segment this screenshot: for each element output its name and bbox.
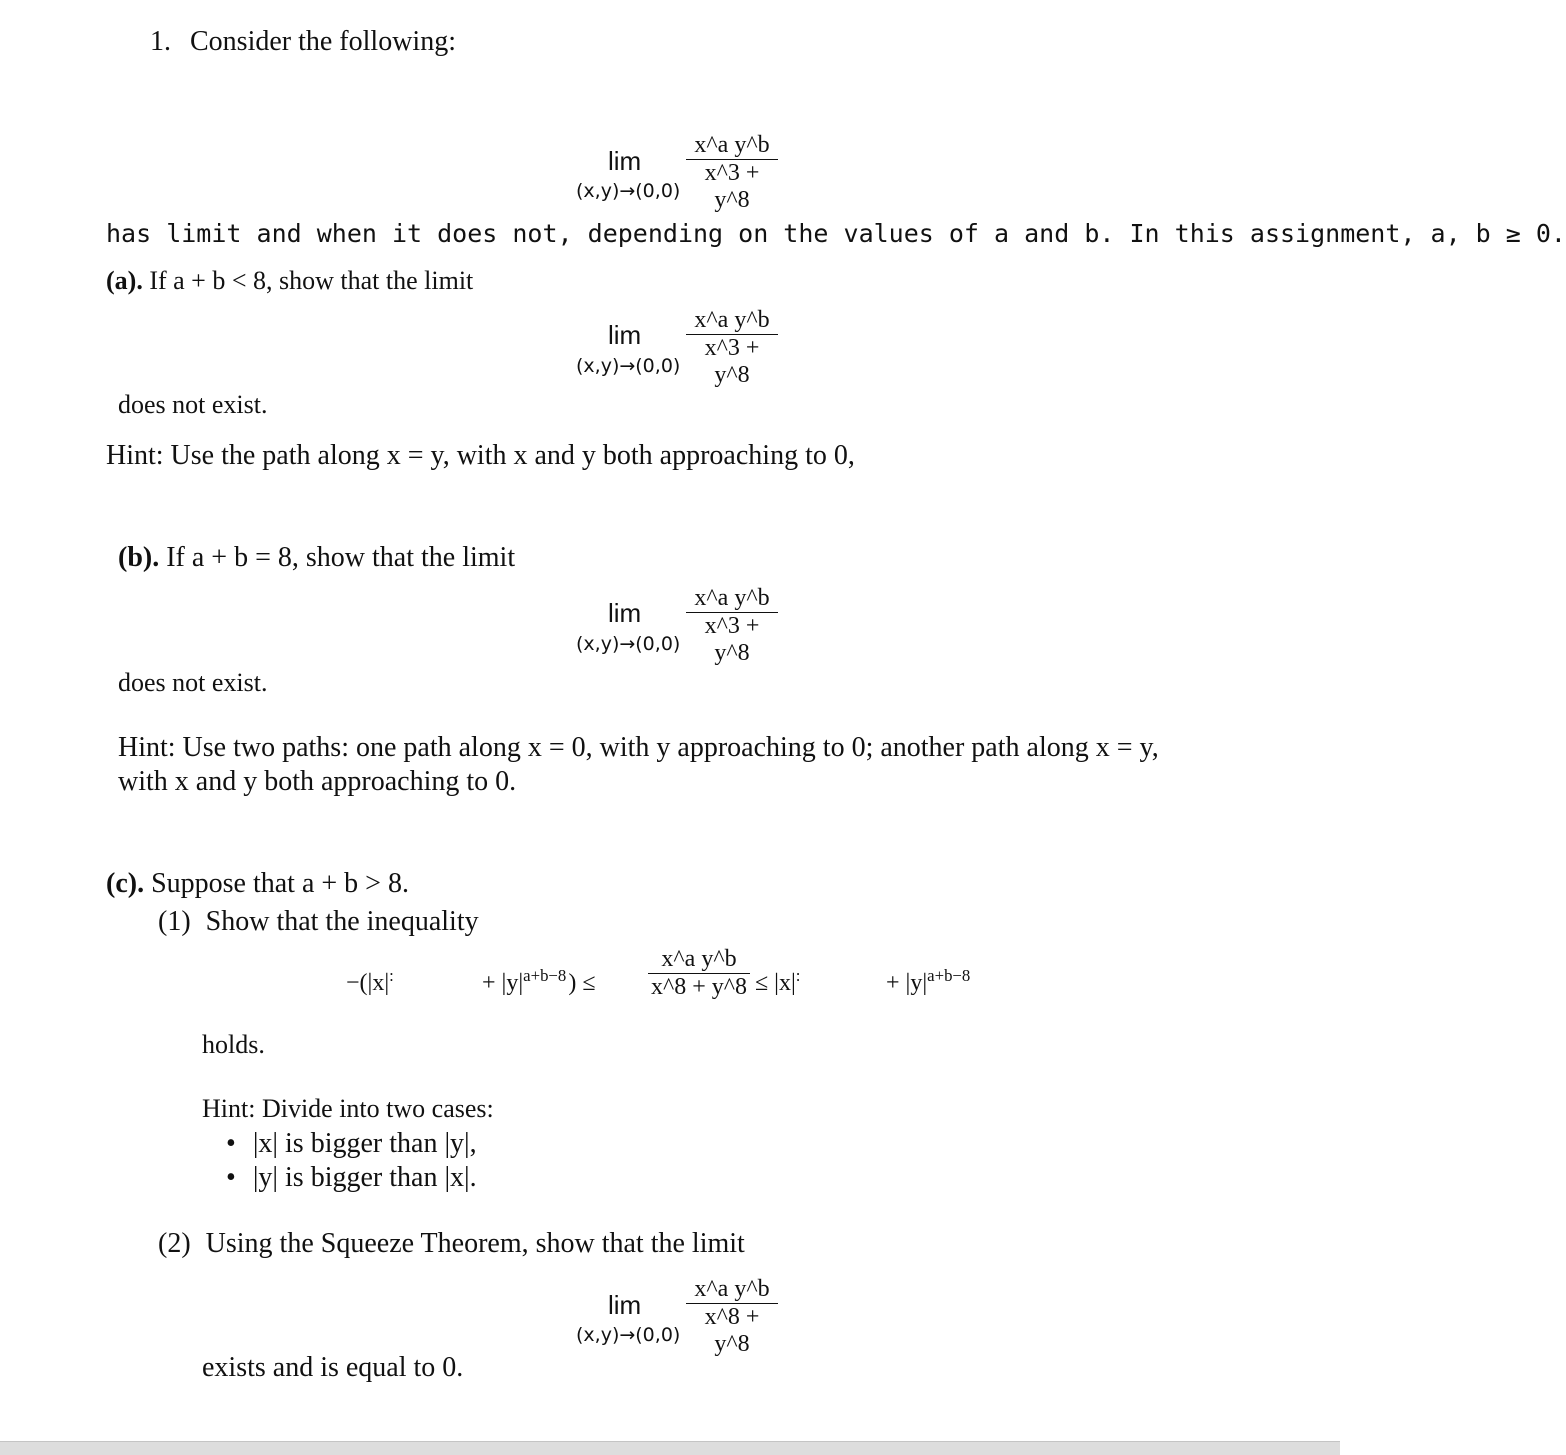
limit-fraction-a (686, 307, 778, 389)
limit-word: lim (608, 146, 642, 176)
ineq-denominator: x^8 + y^8 (650, 974, 748, 1000)
part-c-text: Suppose that a + b > 8. (151, 868, 409, 899)
problem-number: 1. (150, 26, 171, 57)
ineq-mid (482, 965, 596, 997)
bullet-item (226, 1128, 477, 1160)
limit-subscript-c: (x,y)→(0,0) (576, 1324, 681, 1346)
bullet-text: |y| is bigger than |x|. (252, 1162, 477, 1193)
fraction-numerator: x^a y^b (694, 585, 770, 611)
part-a-statement (106, 266, 473, 296)
limit-word-a: lim (608, 320, 642, 350)
part-c-statement (106, 868, 409, 900)
sub1-label: (1) (158, 906, 191, 937)
hint-title: Hint: Divide into two cases: (202, 1094, 494, 1123)
problem-header (150, 26, 456, 58)
part-a-label: (a). (106, 266, 143, 295)
ineq-le-text: ≤ |x| (755, 970, 796, 996)
part-b-text: If a + b = 8, show that the limit (166, 542, 516, 573)
limit-subscript: (x,y)→(0,0) (576, 180, 681, 202)
part-a-text: If a + b < 8, show that the limit (149, 266, 474, 295)
part-b-after: does not exist. (118, 668, 268, 697)
bullet-item (226, 1162, 477, 1194)
bullet-dot-icon: • (226, 1128, 236, 1159)
problem-intro: Consider the following: (190, 26, 456, 57)
limit-subscript-a: (x,y)→(0,0) (576, 355, 681, 377)
bullet-text: |x| is bigger than |y|, (252, 1128, 477, 1159)
limit-fraction-b (686, 585, 778, 667)
ineq-right-exp2: a+b−8 (927, 965, 971, 985)
part-b-statement (118, 542, 515, 574)
sub2-text: Using the Squeeze Theorem, show that the limit (205, 1228, 745, 1259)
limit-word-b: lim (608, 598, 642, 628)
bullet-dot-icon: • (226, 1162, 236, 1193)
ineq-right (886, 965, 971, 997)
limit-word-c: lim (608, 1290, 642, 1320)
fraction-denominator: x^3 + y^8 (704, 160, 760, 213)
part-c-sub1 (158, 906, 479, 938)
part-b-hint-line1: Hint: Use two paths: one path along x = 0, with y approaching to 0; another path along x = y, (118, 732, 1159, 763)
ineq-right-text: + |y| (886, 970, 928, 996)
ineq-close: ) ≤ (568, 970, 596, 996)
limit-fraction (686, 132, 778, 214)
limit-subscript-b: (x,y)→(0,0) (576, 633, 681, 655)
part-b-hint-line2: with x and y both approaching to 0. (118, 766, 517, 797)
sub1-text: Show that the inequality (205, 906, 479, 937)
limit-fraction-c (686, 1276, 778, 1358)
part-c-label: (c). (106, 868, 145, 899)
ineq-left (346, 965, 394, 997)
ineq-left-text: −(|x| (346, 970, 390, 996)
part-a-hint: Hint: Use the path along x = y, with x and y both approaching to 0, (106, 440, 855, 471)
holds-text: holds. (202, 1030, 265, 1059)
part-a-after: does not exist. (118, 390, 268, 419)
ineq-mid-text: + |y| (482, 970, 524, 996)
fraction-numerator: x^a y^b (694, 1276, 770, 1302)
ineq-left-exp: : (389, 965, 394, 985)
final-statement: exists and is equal to 0. (202, 1352, 464, 1383)
fraction-denominator: x^8 + y^8 (704, 1304, 760, 1357)
part-c-sub2 (158, 1228, 745, 1260)
part-b-label: (b). (118, 542, 160, 573)
ineq-right-exp: : (795, 965, 801, 985)
ineq-fraction (648, 946, 750, 1001)
bottom-scrollbar[interactable] (0, 1441, 1340, 1455)
ineq-mid-exp: a+b−8 (523, 965, 567, 985)
fraction-denominator: x^3 + y^8 (704, 613, 760, 666)
fraction-numerator: x^a y^b (694, 307, 770, 333)
fraction-denominator: x^3 + y^8 (704, 335, 760, 388)
fraction-numerator: x^a y^b (694, 132, 770, 158)
ineq-right-le (755, 965, 801, 997)
sub2-label: (2) (158, 1228, 191, 1259)
ineq-numerator: x^a y^b (661, 946, 737, 972)
problem-continuation: has limit and when it does not, depending on the values of a and b. In this assignment, a, b ≥ 0. (106, 219, 1566, 248)
